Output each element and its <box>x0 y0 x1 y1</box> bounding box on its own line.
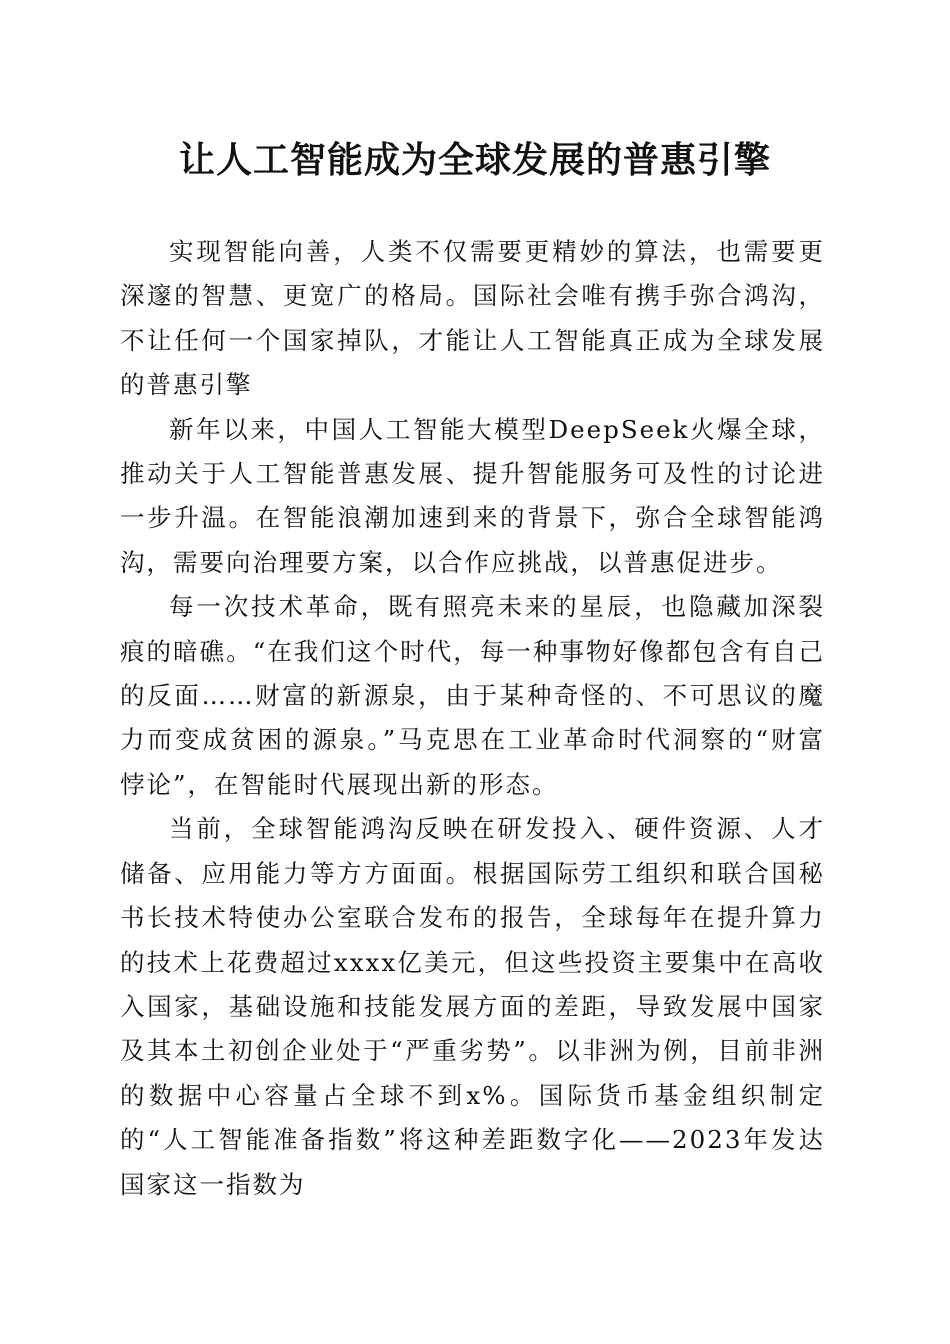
document-body <box>120 230 825 1207</box>
paragraph-2: 新年以来，中国人工智能大模型DeepSeek火爆全球，推动关于人工智能普惠发展、提升智能服务可及性的讨论进一步升温。在智能浪潮加速到来的背景下，弥合全球智能鸿沟，需要向治理要方案，以合作应挑战，以普惠促进步。 <box>120 414 825 577</box>
paragraph-3: 每一次技术革命，既有照亮未来的星辰，也隐藏加深裂痕的暗礁。“在我们这个时代，每一种事物好像都包含有自己的反面……财富的新源泉，由于某种奇怪的、不可思议的魔力而变成贫困的源泉。”马克思在工业革命时代洞察的“财富悖论”，在智能时代展现出新的形态。 <box>120 592 825 799</box>
document-title: 让人工智能成为全球发展的普惠引擎 <box>178 140 771 181</box>
paragraph-1: 实现智能向善，人类不仅需要更精妙的算法，也需要更深邃的智慧、更宽广的格局。国际社会唯有携手弥合鸿沟，不让任何一个国家掉队，才能让人工智能真正成为全球发展的普惠引擎 <box>120 237 825 400</box>
paragraph-4: 当前，全球智能鸿沟反映在研发投入、硬件资源、人才储备、应用能力等方方面面。根据国际劳工组织和联合国秘书长技术特使办公室联合发布的报告，全球每年在提升算力的技术上花费超过xxxx亿美元，但这些投资主要集中在高收入国家，基础设施和技能发展方面的差距，导致发展中国家及其本土初创企业处于“严重劣势”。以非洲为例，目前非洲的数据中心容量占全球不到x%。国际货币基金组织制定的“人工智能准备指数”将这种差距数字化——2023年发达国家这一指数为 <box>120 814 825 1199</box>
